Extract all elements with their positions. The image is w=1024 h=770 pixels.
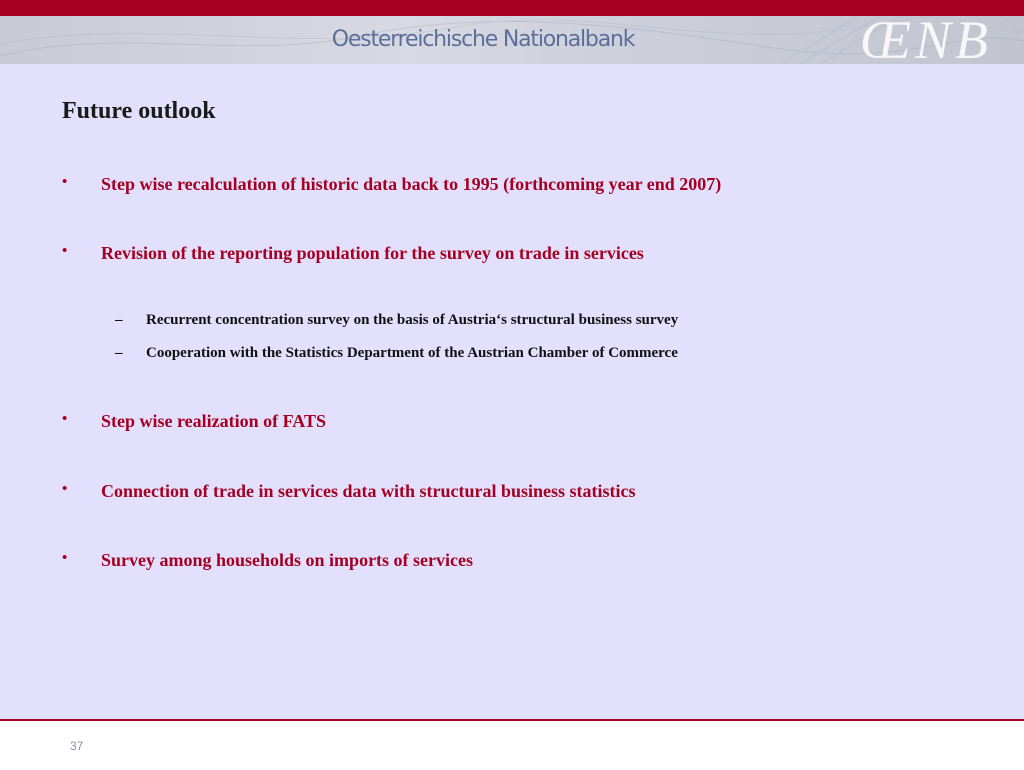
header-banner bbox=[0, 16, 1024, 64]
sub-item-text: Recurrent concentration survey on the basis of Austria‘s structural business survey bbox=[146, 312, 679, 328]
sub-marker: – bbox=[115, 312, 123, 328]
bullet-text: Step wise realization of FATS bbox=[101, 411, 326, 431]
sub-item-text: Cooperation with the Statistics Department of the Austrian Chamber of Commerce bbox=[146, 345, 678, 361]
slide-footer bbox=[0, 719, 1024, 770]
bullet-marker: • bbox=[62, 550, 68, 566]
bullet-marker: • bbox=[62, 174, 68, 190]
slide-title: Future outlook bbox=[62, 98, 216, 124]
bullet-text: Connection of trade in services data with structural business statistics bbox=[101, 481, 636, 501]
sub-marker: – bbox=[115, 345, 123, 361]
bullet-text: Step wise recalculation of historic data back to 1995 (forthcoming year end 2007) bbox=[101, 174, 722, 194]
logo-lettering: ŒNB bbox=[860, 16, 992, 64]
bullet-text: Revision of the reporting population for the survey on trade in services bbox=[101, 243, 644, 263]
bullet-text: Survey among households on imports of services bbox=[101, 550, 474, 570]
bullet-marker: • bbox=[62, 243, 68, 259]
brand-name: Oesterreichische Nationalbank bbox=[331, 27, 635, 52]
oenb-logo bbox=[780, 16, 1010, 64]
bullet-marker: • bbox=[62, 411, 68, 427]
page-number: 37 bbox=[70, 739, 84, 753]
top-accent-bar bbox=[0, 0, 1024, 16]
bullet-marker: • bbox=[62, 481, 68, 497]
